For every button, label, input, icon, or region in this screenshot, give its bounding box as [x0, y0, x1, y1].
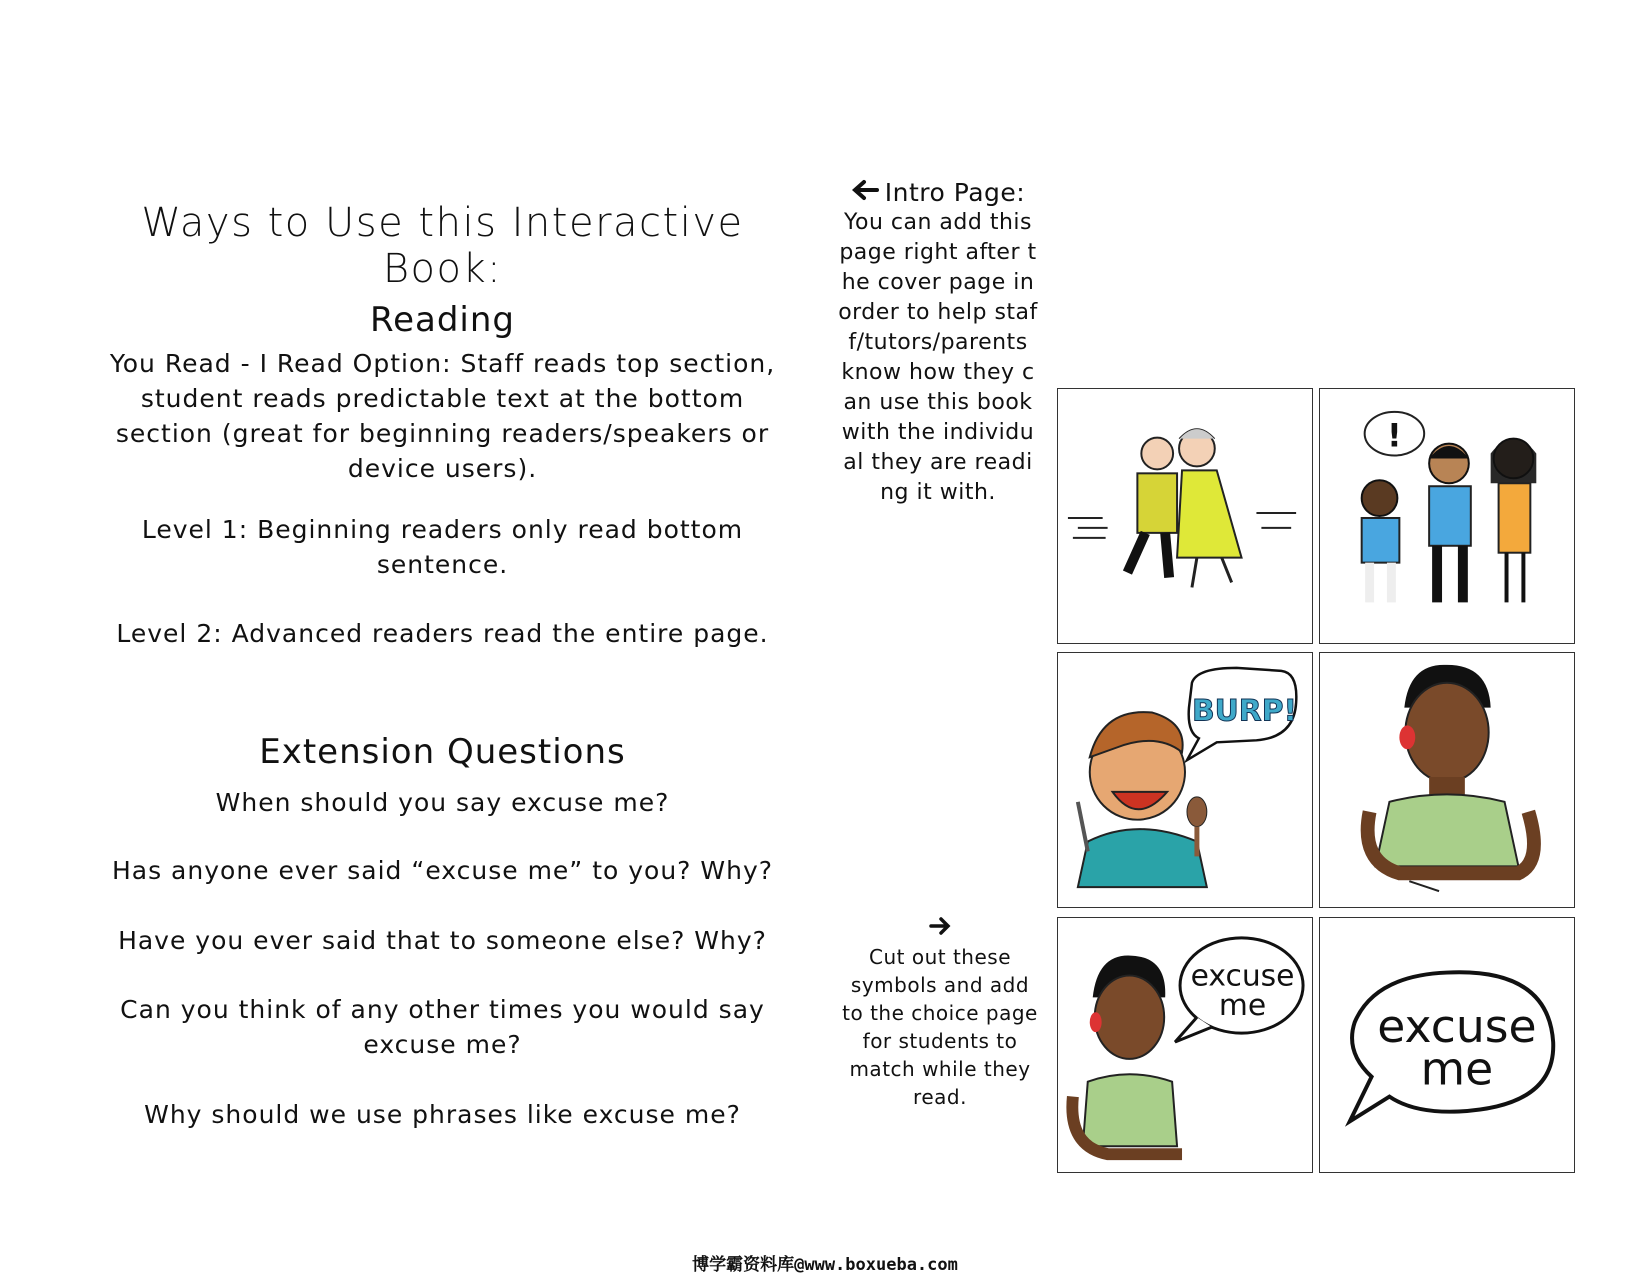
page-title: Ways to Use this Interactive Book: [141, 200, 744, 292]
arrow-right-icon [840, 915, 1040, 943]
level-2-text: Level 2: Advanced readers read the entire page. [116, 619, 769, 648]
symbol-card-bumping[interactable] [1057, 388, 1313, 644]
svg-text:BURP!: BURP! [1191, 693, 1298, 729]
cut-note-body: Cut out these symbols and add to the choice page for students to match while they read. [842, 945, 1038, 1109]
excuse-me-speech-bubble [1320, 918, 1574, 1172]
intro-note [838, 178, 1038, 508]
svg-text:excuse: excuse [1190, 958, 1295, 994]
reading-paragraph: You Read - I Read Option: Staff reads top section, student reads predictable text at the bottom section (great for beginning readers/speakers or device users). [109, 349, 776, 483]
symbol-card-burp[interactable] [1057, 652, 1313, 908]
bumping-people-illustration [1058, 389, 1312, 643]
extension-question: Has anyone ever said “excuse me” to you? Why? [111, 856, 774, 885]
level-1-text: Level 1: Beginning readers only read bottom sentence. [141, 515, 744, 579]
signing-boy-illustration [1320, 653, 1574, 907]
arrow-left-icon [851, 178, 879, 208]
intro-note-heading: Intro Page: [884, 178, 1026, 207]
intro-note-body: You can add this page right after the cover page in order to help staff/tutors/parents know how they can use this book with the individual they are reading it with. [838, 210, 1038, 505]
svg-text:me: me [1420, 1042, 1494, 1096]
cut-note [840, 915, 1040, 1111]
boy-excuse-me-illustration [1058, 918, 1312, 1172]
family-illustration [1320, 389, 1574, 643]
footer-watermark: 博学霸资料库@www.boxueba.com [692, 1255, 958, 1275]
extension-question: Can you think of any other times you would say excuse me? [120, 995, 765, 1059]
svg-text:excuse: excuse [1377, 1000, 1537, 1054]
extension-question: Have you ever said that to someone else? Why? [118, 926, 767, 955]
symbol-card-sign[interactable] [1319, 652, 1575, 908]
svg-text:!: ! [1387, 418, 1402, 455]
reading-heading: Reading [369, 300, 515, 340]
svg-text:me: me [1218, 988, 1267, 1024]
symbol-card-excuse-me[interactable] [1319, 917, 1575, 1173]
symbol-card-exclamation[interactable] [1319, 388, 1575, 644]
burp-illustration [1058, 653, 1312, 907]
symbol-card-boy-excuse-me[interactable] [1057, 917, 1313, 1173]
extension-question: Why should we use phrases like excuse me? [144, 1100, 741, 1129]
extension-question: When should you say excuse me? [215, 788, 670, 817]
extension-heading: Extension Questions [259, 732, 626, 772]
